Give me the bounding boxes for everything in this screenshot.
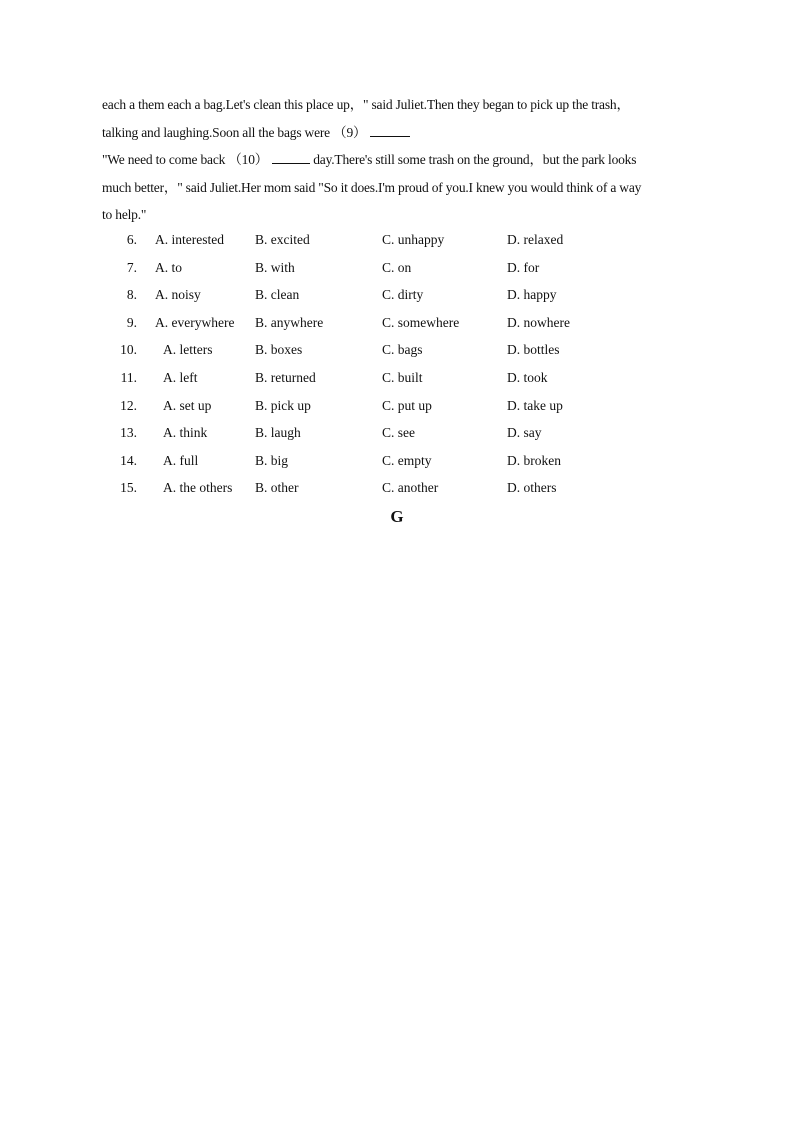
option-b: B. with [255, 259, 295, 275]
question-number: 14. [120, 452, 137, 468]
option-c: C. on [382, 259, 412, 275]
option-d: D. for [507, 259, 540, 275]
option-b: B. clean [255, 287, 300, 303]
option-b: B. pick up [255, 397, 311, 413]
option-d: D. happy [507, 287, 557, 303]
question-row [0, 336, 794, 364]
question-number: 9. [126, 314, 137, 330]
option-d: D. relaxed [507, 232, 564, 247]
option-a: A. to [155, 259, 182, 275]
option-b: B. anywhere [255, 314, 324, 330]
option-b: B. returned [255, 370, 316, 385]
passage-line-1 [102, 91, 692, 119]
question-number: 13. [120, 425, 137, 441]
question-number: 15. [120, 480, 137, 496]
option-a: A. think [163, 425, 208, 441]
question-number: 6. [126, 232, 137, 247]
question-number: 12. [120, 397, 137, 413]
option-c: C. see [382, 425, 415, 441]
passage-text: much better，" said Juliet.Her mom said "So it does.I'm proud of you.I knew you would think of a way [102, 179, 642, 195]
option-a: A. the others [163, 480, 233, 496]
option-c: C. somewhere [382, 314, 460, 330]
passage-line-2 [102, 119, 692, 147]
section-heading: G [390, 507, 404, 526]
question-row [0, 419, 794, 447]
option-b: B. other [255, 480, 299, 496]
option-b: B. laugh [255, 425, 301, 441]
question-row [0, 226, 794, 254]
question-row [0, 447, 794, 475]
option-a: A. everywhere [155, 314, 235, 330]
option-a: A. set up [163, 397, 212, 413]
option-b: B. excited [255, 232, 310, 247]
option-c: C. empty [382, 452, 432, 468]
question-row [0, 474, 794, 502]
option-d: D. say [507, 425, 542, 441]
passage-text: "We need to come back （10） [102, 152, 269, 167]
question-row [0, 392, 794, 420]
option-d: D. others [507, 480, 557, 496]
question-number: 11. [120, 370, 137, 385]
passage-text: to help." [102, 207, 147, 222]
answer-blank-9 [370, 124, 410, 137]
option-d: D. bottles [507, 342, 560, 358]
passage-line-5 [102, 201, 692, 229]
option-c: C. another [382, 480, 439, 496]
passage-text: day.There's still some trash on the ground，but the park looks [313, 152, 637, 167]
passage-text: talking and laughing.Soon all the bags were （9） [102, 124, 367, 140]
question-number: 8. [126, 287, 137, 303]
question-row [0, 364, 794, 392]
passage-text: each a them each a bag.Let's clean this place up，" said Juliet.Then they began to pick up the trash， [102, 97, 630, 112]
option-a: A. left [163, 370, 198, 385]
question-number: 7. [126, 259, 137, 275]
option-a: A. noisy [155, 287, 201, 303]
passage-line-3 [102, 146, 692, 174]
question-row [0, 309, 794, 337]
question-row [0, 281, 794, 309]
option-b: B. boxes [255, 342, 303, 358]
option-b: B. big [255, 452, 289, 468]
passage-line-4 [102, 174, 692, 202]
option-d: D. take up [507, 397, 563, 413]
option-a: A. interested [155, 232, 224, 247]
question-number: 10. [120, 342, 137, 358]
option-d: D. nowhere [507, 314, 570, 330]
option-d: D. broken [507, 452, 561, 468]
answer-blank-10 [272, 151, 310, 164]
option-d: D. took [507, 370, 548, 385]
option-a: A. letters [163, 342, 213, 358]
option-c: C. built [382, 370, 423, 385]
question-row [0, 254, 794, 282]
option-c: C. bags [382, 342, 423, 358]
option-c: C. put up [382, 397, 432, 413]
option-a: A. full [163, 452, 199, 468]
option-c: C. dirty [382, 287, 424, 303]
option-c: C. unhappy [382, 232, 445, 247]
